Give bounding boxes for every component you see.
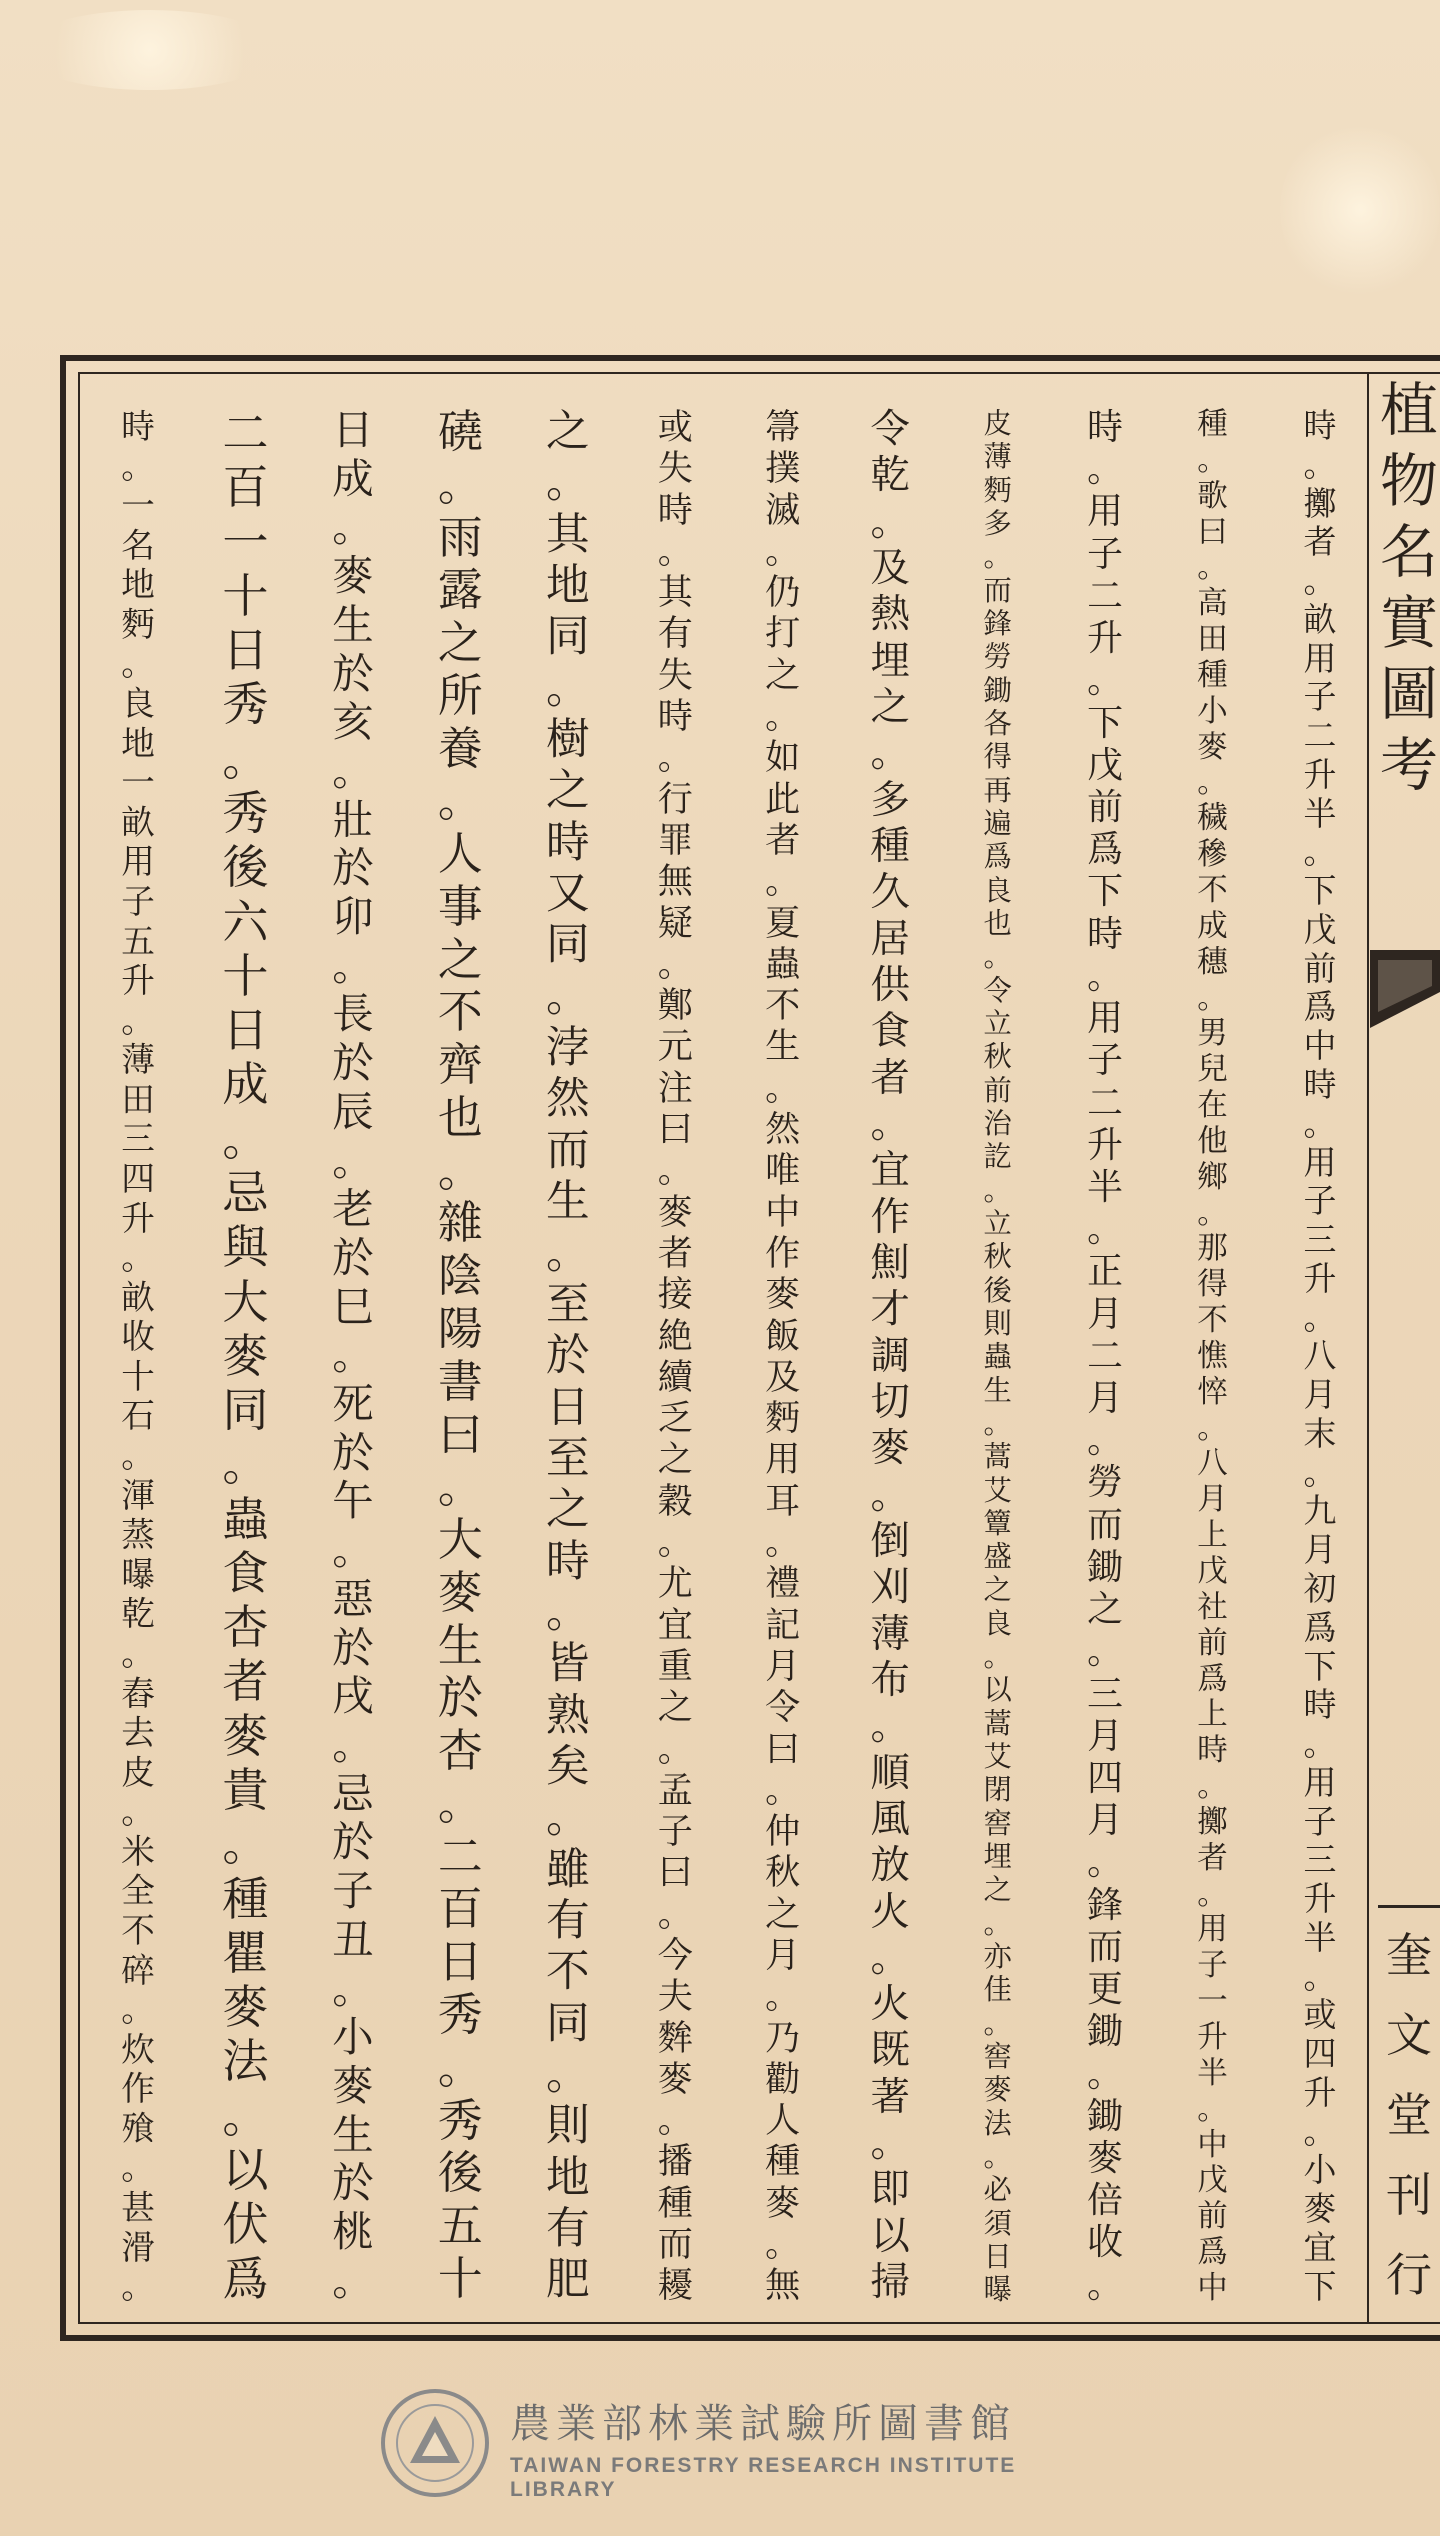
paper-stain	[1280, 120, 1440, 300]
text-column: 箒 撲 滅 。 仍 打 之 。 如 此 者 。 夏 蟲 不 生 。 然 唯 中 作 麥 飯 及 麪 用 耳 。 禮 記 月 令 曰 。 仲 秋 之 月 。 乃 勸 人 種 麥 。 無	[765, 407, 801, 2307]
publisher-char: 刊	[1386, 2168, 1432, 2222]
text-column: 皮 薄 麪 多 。 而 鋒 勞 鋤 各 得 再 遍 爲 良 也 。 令 立 秋 前 治 訖 。 立 秋 後 則 蟲 生 。 蒿 艾 簟 盛 之 良 。 以 蒿 艾 閉 窖 埋 之 。 亦 佳 。 窖 麥 法 。 必 須 日 曝	[983, 407, 1012, 2307]
title-char: 物	[1379, 447, 1438, 515]
fishtail-mark-icon	[1370, 950, 1440, 1028]
text-column: 二 百 一 十 日 秀 。 秀 後 六 十 日 成 。 忌 與 大 麥 同 。 蟲 食 杏 者 麥 貴 。 種 瞿 麥 法 。 以 伏 爲	[222, 406, 269, 2306]
text-column: 時 。 一 名 地 麪 。 良 地 一 畝 用 子 五 升 。 薄 田 三 四 升 。 畝 收 十 石 。 渾 蒸 曝 乾 。 舂 去 皮 。 米 全 不 碎 。 炊 作 飱 。 甚 滑 。	[121, 407, 155, 2307]
publisher-char: 奎	[1386, 1928, 1432, 1982]
title-char: 植	[1379, 376, 1438, 444]
center-margin-line	[1367, 374, 1369, 2322]
title-char: 名	[1379, 518, 1438, 586]
title-char: 實	[1379, 589, 1438, 657]
publisher-char: 文	[1386, 2008, 1432, 2062]
library-name-cn: 農業部林業試驗所圖書館	[510, 2401, 1016, 2447]
publisher-name	[1378, 1915, 1440, 2315]
title-char: 圖	[1379, 660, 1438, 728]
library-watermark	[380, 2388, 1100, 2508]
text-column: 磽 。 雨 露 之 所 養 。 人 事 之 不 齊 也 。 雜 陰 陽 書 曰 。 大 麥 生 於 杏 。 二 百 日 秀 。 秀 後 五 十	[437, 405, 483, 2305]
publisher-char: 堂	[1386, 2088, 1432, 2142]
text-column: 日 成 。 麥 生 於 亥 。 壯 於 卯 。 長 於 辰 。 老 於 巳 。 死 於 午 。 惡 於 戌 。 忌 於 子 丑 。 小 麥 生 於 桃 。	[332, 406, 374, 2305]
library-name-en: TAIWAN FORESTRY RESEARCH INSTITUTE LIBRARY	[510, 2454, 1017, 2501]
paper-stain	[20, 10, 280, 90]
text-column: 令 乾 。 及 熱 埋 之 。 多 種 久 居 供 食 者 。 宜 作 劁 才 調 切 麥 。 倒 刈 薄 布 。 順 風 放 火 。 火 既 著 。 即 以 掃	[870, 406, 910, 2306]
publisher-divider	[1378, 1905, 1440, 1908]
text-column: 時 。 擲 者 。 畝 用 子 二 升 半 。 下 戊 前 爲 中 時 。 用 子 三 升 。 八 月 末 。 九 月 初 爲 下 時 。 用 子 三 升 半 。 或 四 升 。 小 麥 宜 下	[1303, 406, 1337, 2306]
text-column: 之 。 其 地 同 。 樹 之 時 又 同 。 浡 然 而 生 。 至 於 日 至 之 時 。 皆 熟 矣 。 雖 有 不 同 。 則 地 有 肥	[545, 406, 590, 2306]
text-column: 種 。 歌 曰 。 高 田 種 小 麥 。 穢 穇 不 成 穗 。 男 兒 在 他 鄉 。 那 得 不 憔 悴 。 八 月 上 戊 社 前 爲 上 時 。 擲 者 。 用 子 一 升 半 。 中 戊 前 爲 中	[1197, 407, 1228, 2306]
library-seal-icon	[380, 2388, 490, 2498]
running-title	[1378, 375, 1440, 801]
text-column: 時 。 用 子 二 升 。 下 戊 前 爲 下 時 。 用 子 二 升 半 。 正 月 二 月 。 勞 而 鋤 之 。 三 月 四 月 。 鋒 而 更 鋤 。 鋤 麥 倍 收 。	[1087, 407, 1124, 2306]
publisher-char: 行	[1386, 2248, 1432, 2302]
title-char: 考	[1379, 731, 1438, 799]
text-column: 或 失 時 。 其 有 失 時 。 行 罪 無 疑 。 鄭 元 注 曰 。 麥 者 接 絶 續 乏 之 穀 。 尤 宜 重 之 。 孟 子 曰 。 今 夫 麰 麥 。 播 種 而 耰	[657, 407, 693, 2307]
main-text	[95, 405, 1363, 2320]
